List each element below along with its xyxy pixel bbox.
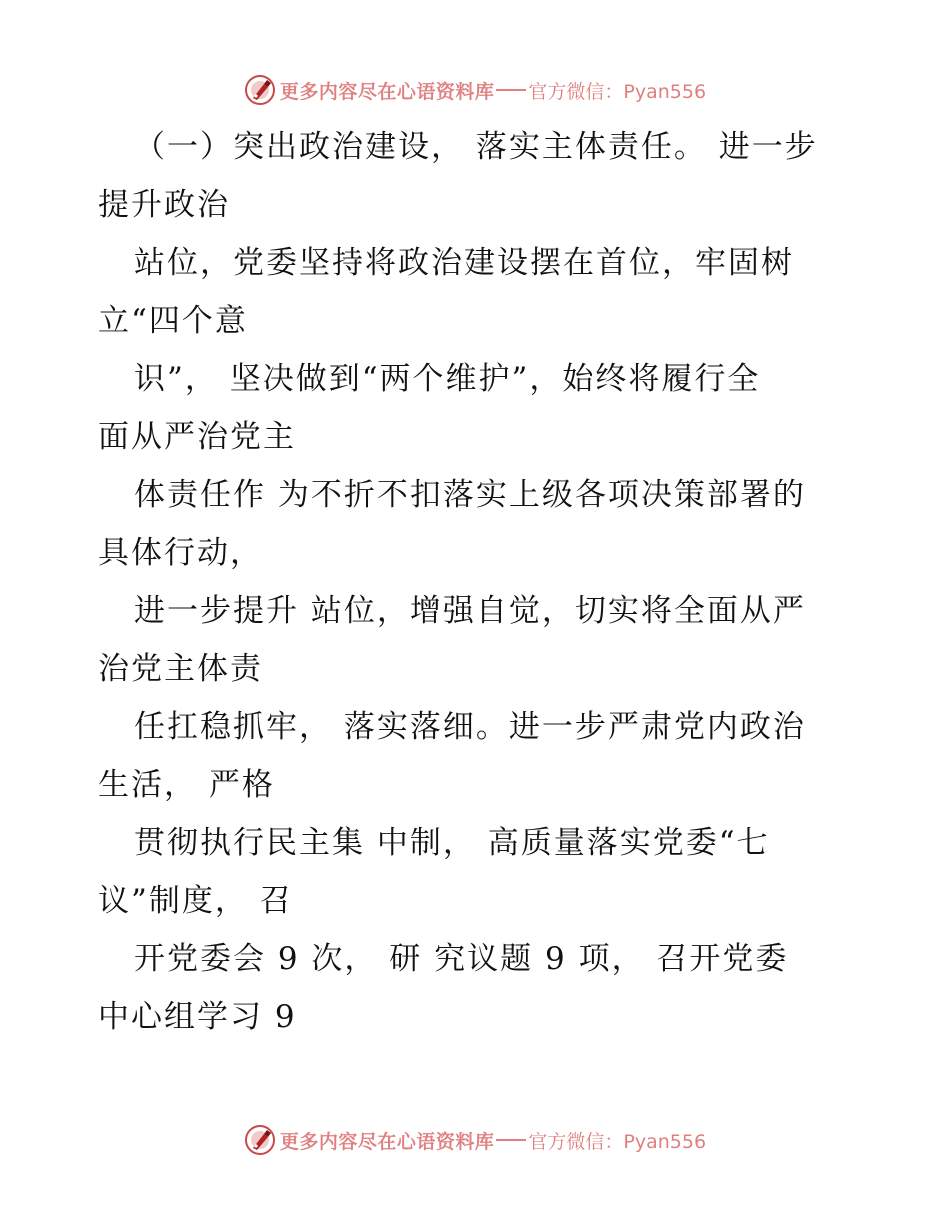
- body-line-5: 识”， 坚决做到“两个维护”，始终将履行全: [134, 361, 761, 397]
- body-line-6: 面从严治党主: [98, 419, 296, 455]
- body-line-9: 进一步提升 站位，增强自觉，切实将全面从严: [134, 593, 806, 629]
- header-site-text: 更多内容尽在心语资料库: [279, 80, 495, 103]
- pen-nib-logo-icon: [244, 1124, 276, 1156]
- footer-banner: [0, 1122, 950, 1158]
- header-contact-text: 官方微信：Pyan556: [528, 80, 707, 103]
- header-banner: [0, 72, 950, 108]
- footer-site-text: 更多内容尽在心语资料库: [279, 1130, 495, 1153]
- body-line-14: 议”制度， 召: [98, 883, 293, 919]
- footer-contact-text: 官方微信：Pyan556: [528, 1130, 707, 1153]
- body-line-13: 贯彻执行民主集 中制， 高质量落实党委“七: [134, 825, 770, 861]
- body-line-1: （一）突出政治建设， 落实主体责任。 进一步: [134, 129, 818, 165]
- body-line-15: 开党委会 9 次， 研 究议题 9 项， 召开党委: [134, 941, 789, 977]
- body-line-12: 生活， 严格: [98, 767, 275, 803]
- body-line-4: 立“四个意: [98, 303, 248, 339]
- body-line-16: 中心组学习 9: [98, 999, 297, 1035]
- body-line-2: 提升政治: [98, 187, 230, 223]
- header-dash-divider: [496, 89, 526, 91]
- body-line-10: 治党主体责: [98, 651, 263, 687]
- pen-nib-logo-icon: [244, 74, 276, 106]
- body-line-7: 体责任作 为不折不扣落实上级各项决策部署的: [134, 477, 806, 513]
- body-line-8: 具体行动，: [98, 535, 263, 571]
- document-body: [98, 118, 858, 1046]
- footer-dash-divider: [496, 1139, 526, 1141]
- body-line-11: 任扛稳抓牢， 落实落细。进一步严肃党内政治: [134, 709, 806, 745]
- body-line-3: 站位，党委坚持将政治建设摆在首位，牢固树: [134, 245, 794, 281]
